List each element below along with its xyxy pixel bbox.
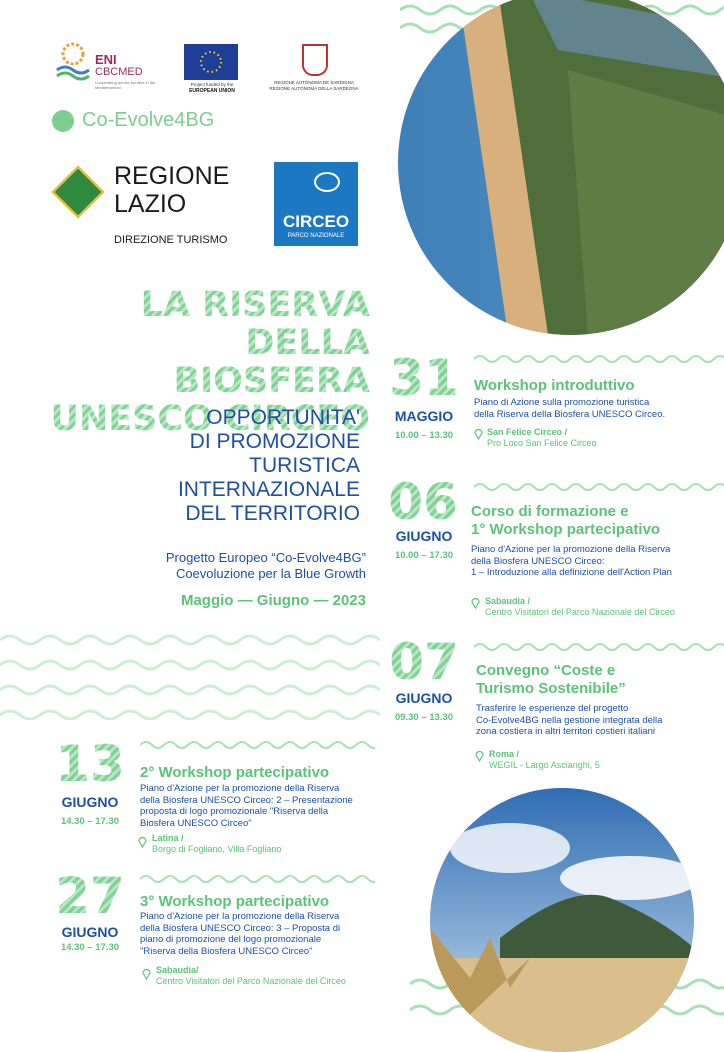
- eu-caption-2: EUROPEAN UNION: [189, 88, 235, 94]
- coevolve-wave-icon: [52, 110, 74, 132]
- event-divider-wave: [474, 480, 724, 494]
- circeo-bird-icon: [314, 172, 340, 192]
- circeo-park-logo: [274, 162, 358, 246]
- eni-tagline: Cooperating across borders in the Mediterranean: [95, 80, 156, 90]
- event-divider-wave: [474, 352, 724, 366]
- event-location-city: San Felice Circeo /: [487, 427, 568, 437]
- event-location-venue: Borgo di Fogliano, Villa Fogliano: [152, 844, 282, 854]
- project-info: [110, 550, 366, 582]
- event-desc-line: Piano di Azione sulla promozione turistica: [474, 397, 650, 408]
- event-description: [471, 544, 721, 579]
- event-desc-line: della Biosfera UNESCO Circeo:: [471, 555, 605, 567]
- location-pin-icon: [474, 428, 483, 440]
- eu-logo: [182, 44, 242, 96]
- subtitle-line-3: TURISTICA: [249, 454, 360, 477]
- eni-title: ENI: [95, 52, 117, 67]
- event-title-line-1: Corso di formazione e: [471, 503, 629, 520]
- event-desc-line: zona costiera in altri territori costieri italiani: [476, 726, 655, 737]
- location-pin-icon: [471, 597, 480, 609]
- event-month: MAGGIO: [394, 408, 454, 424]
- event-divider-wave: [474, 640, 724, 654]
- event-day: 13: [50, 738, 130, 790]
- coevolve-logo: [52, 108, 252, 136]
- lazio-department: DIREZIONE TURISMO: [114, 234, 228, 246]
- event-desc-line: della Biosfera UNESCO Circeo: 3 – Proposta di: [140, 922, 341, 934]
- eni-cbcmed-logo: [55, 42, 155, 97]
- event-divider-wave: [140, 872, 375, 886]
- subtitle-line-5: DEL TERRITORIO: [185, 502, 360, 525]
- event-month: GIUGNO: [395, 528, 453, 544]
- event-location: [156, 965, 386, 987]
- event-divider-wave: [140, 738, 375, 752]
- event-location: [487, 427, 717, 449]
- event-description: [140, 911, 375, 957]
- event-location-city: Roma /: [489, 749, 520, 759]
- event-location: [489, 749, 714, 771]
- event-desc-line: Co-Evolve4BG nella gestione integrata della: [476, 714, 663, 726]
- subtitle-line-4: INTERNAZIONALE: [177, 478, 360, 501]
- event-time: 10.00 – 13.30: [394, 430, 454, 441]
- event-desc-line: Biosfera UNESCO Circeo": [140, 817, 252, 829]
- event-desc-line: della Biosfera UNESCO Circeo: 2 – Presentazione: [140, 794, 353, 806]
- wave-pattern-middle-left: [0, 630, 380, 720]
- event-title-line-2: Turismo Sostenibile”: [476, 680, 626, 697]
- title-line-2: DELLA BIOSFERA: [173, 323, 370, 401]
- event-month: GIUGNO: [61, 924, 119, 940]
- eni-subtitle: CBCMED: [95, 66, 143, 78]
- event-location-venue: WEGIL - Largo Ascianghi, 5: [489, 760, 600, 770]
- event-description: [474, 397, 719, 420]
- title-line-1: LA RISERVA: [140, 285, 370, 325]
- sardegna-name-1: REGIONE AUTÒNOMA DE SARDIGNA: [274, 80, 354, 85]
- project-line-2: Coevoluzione per la Blue Growth: [175, 566, 366, 581]
- event-month: GIUGNO: [61, 794, 119, 810]
- event-day: 06: [383, 476, 463, 528]
- eu-flag: [184, 44, 238, 80]
- event-location: [152, 833, 372, 855]
- event-desc-line: proposta di logo promozionale "Riserva della: [140, 806, 329, 817]
- event-location-venue: Centro Visitatori del Parco Nazionale del Circeo: [485, 607, 675, 617]
- lazio-name-1: REGIONE: [114, 162, 230, 190]
- subtitle: [120, 406, 360, 526]
- event-day: 31: [386, 352, 462, 404]
- lazio-name-2: LAZIO: [114, 190, 187, 218]
- coastline-aerial-photo: [398, 0, 724, 335]
- event-location-city: Sabaudia /: [485, 596, 531, 606]
- subtitle-line-2: DI PROMOZIONE: [189, 430, 360, 453]
- event-description: [476, 703, 716, 738]
- event-title: 3° Workshop partecipativo: [140, 893, 330, 910]
- subtitle-line-1: OPPORTUNITA': [206, 406, 360, 429]
- sardegna-name-2: REGIONE AUTONOMA DELLA SARDEGNA: [269, 86, 359, 91]
- event-location-city: Latina /: [152, 833, 184, 843]
- regione-lazio-logo: [50, 160, 250, 250]
- location-pin-icon: [138, 836, 147, 848]
- circeo-subtitle: PARCO NAZIONALE: [287, 233, 345, 239]
- title-line-3: UNESCO CIRCEO: [50, 399, 370, 439]
- event-desc-line: della Riserva della Biosfera UNESCO Circeo.: [474, 408, 666, 420]
- event-location: [485, 596, 720, 618]
- event-location-venue: Pro Loco San Felice Circeo: [487, 438, 597, 448]
- project-period: Maggio — Giugno — 2023: [180, 592, 366, 609]
- event-month: GIUGNO: [395, 690, 453, 706]
- beach-mountain-photo: [430, 788, 694, 1052]
- event-desc-line: piano di promozione del logo promozionale: [140, 934, 322, 945]
- event-description: [140, 783, 375, 829]
- event-desc-line: Piano d'Azione per la promozione della Riserva: [140, 783, 340, 794]
- event-desc-line: "Riserva della Biosfera UNESCO Circeo": [140, 945, 313, 957]
- event-desc-line: Piano d'Azione per la promozione della Riserva: [140, 911, 340, 922]
- event-desc-line: Trasferire le esperienze del progetto: [476, 703, 629, 714]
- lazio-emblem-icon: [52, 166, 105, 219]
- event-day: 27: [50, 870, 130, 922]
- event-title: Workshop introduttivo: [474, 377, 635, 394]
- event-time: 10.00 – 17.30: [394, 550, 454, 561]
- sardegna-shield-icon: [302, 44, 328, 76]
- event-desc-line: Piano d'Azione per la promozione della Riserva: [471, 544, 671, 555]
- event-location-city: Sabaudia/: [156, 965, 199, 975]
- event-desc-line: 1 – Introduzione alla definizione dell'Action Plan: [471, 567, 672, 578]
- event-time: 14.30 – 17.30: [60, 942, 120, 953]
- sardegna-logo: [268, 44, 360, 96]
- eu-caption-1: Project funded by the: [190, 82, 234, 87]
- circeo-name: CIRCEO: [282, 212, 350, 231]
- location-pin-icon: [142, 968, 151, 980]
- location-pin-icon: [475, 750, 484, 762]
- event-title: [476, 662, 716, 698]
- coevolve-name: Co-Evolve4BG: [82, 109, 215, 131]
- event-location-venue: Centro Visitatori del Parco Nazionale del Circeo: [156, 976, 346, 986]
- event-title-line-1: Convegno “Coste e: [476, 662, 616, 679]
- event-time: 09.30 – 13.30: [394, 712, 454, 723]
- event-day: 07: [384, 636, 464, 688]
- event-title: [471, 503, 721, 539]
- event-title-line-2: 1° Workshop partecipativo: [471, 521, 661, 538]
- project-line-1: Progetto Europeo “Co-Evolve4BG”: [165, 550, 366, 565]
- event-title: 2° Workshop partecipativo: [140, 764, 330, 781]
- event-time: 14.30 – 17.30: [60, 816, 120, 827]
